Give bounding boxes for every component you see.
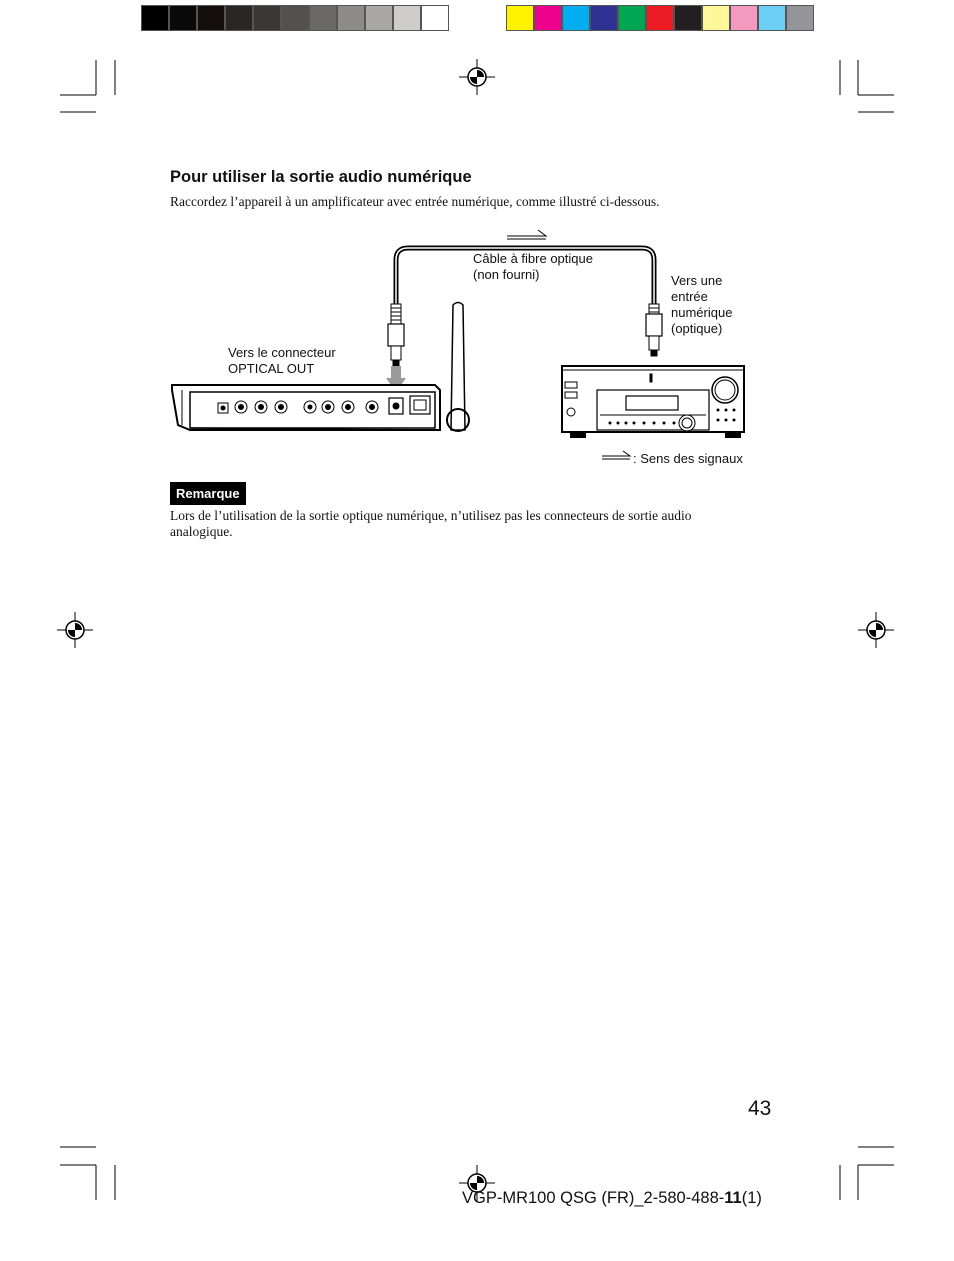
signal-direction-arrow xyxy=(507,230,546,239)
optical-out-label: Vers le connecteur OPTICAL OUT xyxy=(228,345,336,376)
digital-input-label: Vers une entrée numérique (optique) xyxy=(671,273,733,336)
media-receiver-device xyxy=(172,385,440,430)
amplifier-device xyxy=(562,366,744,438)
optical-plug-left xyxy=(388,304,404,366)
legend-arrow-icon xyxy=(602,451,630,459)
page-number: 43 xyxy=(748,1097,772,1120)
registration-mark-left xyxy=(57,612,93,648)
antenna xyxy=(447,303,469,432)
registration-mark-right xyxy=(858,612,894,648)
legend-text: : Sens des signaux xyxy=(633,451,743,466)
section-title: Pour utiliser la sortie audio numérique xyxy=(170,168,472,186)
note-text: Lors de l’utilisation de la sortie optique numérique, n’utilisez pas les connecteurs de sortie audio analogique. xyxy=(170,508,692,539)
note-badge: Remarque xyxy=(170,482,246,505)
cable-label: Câble à fibre optique (non fourni) xyxy=(473,251,593,282)
optical-plug-right xyxy=(646,304,662,356)
document-footer: VGP-MR100 QSG (FR)_2-580-488-11(1) xyxy=(462,1189,762,1207)
intro-text: Raccordez l’appareil à un amplificateur avec entrée numérique, comme illustré ci-dessous. xyxy=(170,194,660,209)
registration-mark-top xyxy=(459,59,495,95)
